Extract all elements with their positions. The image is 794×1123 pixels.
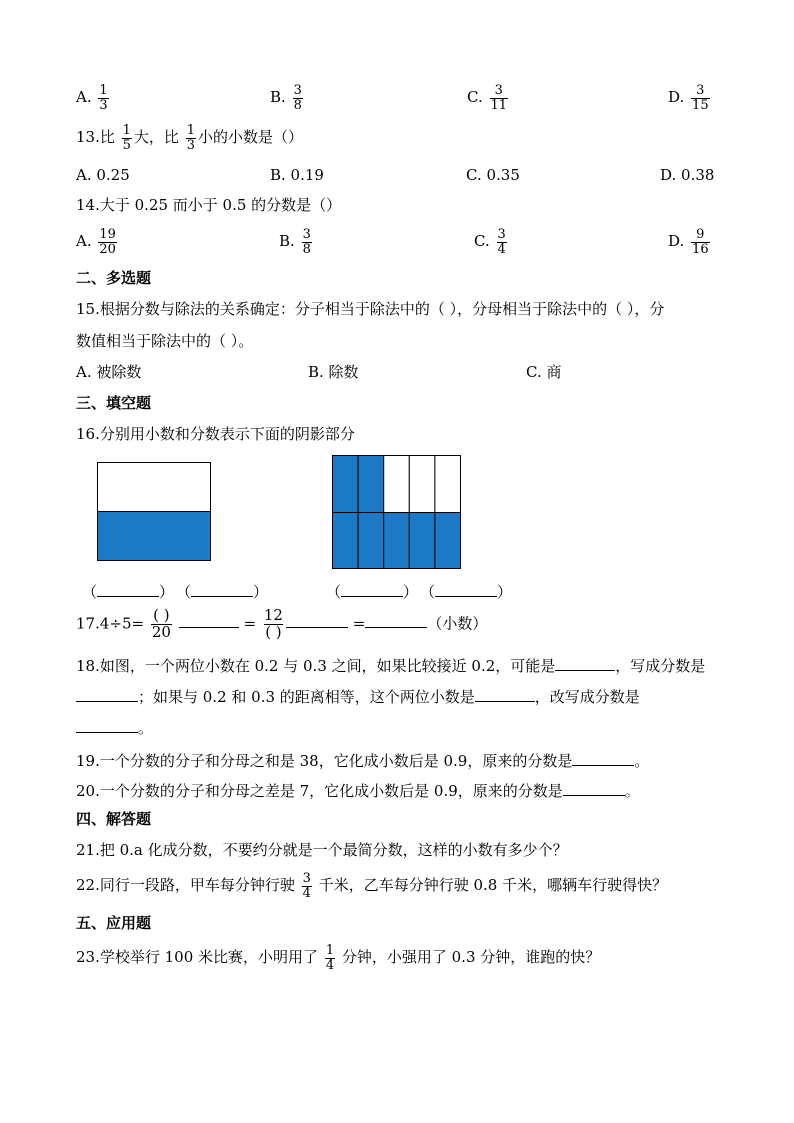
q23-question: 23.学校举行 100 米比赛，小明用了 $\frac{1}{4}$ 分钟，小强用了 0.3 分钟，谁跑的快？: [76, 943, 601, 973]
q13-option-c: C. 0.35: [466, 166, 520, 184]
answer-blank[interactable]: [475, 687, 535, 702]
q16-answer-1[interactable]: （ ）: [82, 583, 175, 601]
answer-blank[interactable]: [365, 613, 427, 628]
figure2-bottom-cell-1: [333, 513, 359, 569]
fraction: $\frac{3}{4}$: [497, 227, 506, 257]
q14-option-a: A. $\frac{19}{20}$: [76, 227, 116, 257]
q14-option-b: B. $\frac{3}{8}$: [279, 227, 311, 257]
figure2-bottom-cell-4: [409, 513, 435, 569]
q18-line1: 18.如图，一个两位小数在 0.2 与 0.3 之间，如果比较接近 0.2，可能是 ，写成分数是: [76, 657, 706, 675]
q13-question: 13.比 $\frac{1}{5}$ 大，比 $\frac{1}{3}$ 小的小数是（）: [76, 123, 304, 153]
figure2-top-cell-2: [358, 456, 384, 513]
q16-answer-4[interactable]: （ ）: [420, 583, 513, 601]
q14-option-c: C. $\frac{3}{4}$: [474, 227, 506, 257]
q22-question: 22.同行一段路，甲车每分钟行驶 $\frac{3}{4}$ 千米，乙车每分钟行驶 0.8 千米，哪辆车行驶得快？: [76, 871, 668, 901]
figure2-top-cell-4: [409, 456, 435, 513]
fraction: $\frac{1}{4}$: [325, 943, 335, 973]
figure2-top-cell-1: [333, 456, 359, 513]
option-letter: C.: [467, 88, 483, 107]
fraction: $\frac{( )}{20}$: [151, 606, 171, 641]
answer-blank[interactable]: [179, 613, 239, 628]
figure2-top-cell-3: [384, 456, 410, 513]
answer-blank[interactable]: [191, 582, 253, 597]
fraction: $\frac{12}{( )}$: [263, 606, 283, 641]
fraction: $\frac{1}{5}$: [122, 123, 131, 153]
answer-blank[interactable]: [555, 656, 615, 671]
answer-blank[interactable]: [341, 582, 403, 597]
fraction: $\frac{19}{20}$: [99, 227, 116, 257]
section-heading-3: 三、填空题: [76, 394, 152, 412]
section-heading-4: 四、解答题: [76, 810, 152, 828]
fraction: $\frac{3}{8}$: [293, 83, 302, 113]
section-heading-5: 五、应用题: [76, 914, 152, 932]
q17-question: 17.4÷5= $\frac{( )}{20}$ = $\frac{12}{( )}$ = （小数）: [76, 606, 488, 641]
fraction: $\frac{3}{8}$: [302, 227, 311, 257]
answer-blank[interactable]: [76, 718, 138, 733]
fraction: $\frac{3}{11}$: [490, 83, 508, 113]
figure1-unshaded-half: [98, 463, 211, 512]
q15-line1: 15.根据分数与除法的关系确定：分子相当于除法中的（ ），分母相当于除法中的（ ），分: [76, 300, 665, 318]
answer-blank[interactable]: [572, 751, 634, 766]
fraction: $\frac{1}{3}$: [186, 123, 195, 153]
q15-option-c: C. 商: [526, 363, 562, 381]
q16-answer-3[interactable]: （ ）: [326, 583, 419, 601]
option-letter: D.: [668, 88, 685, 107]
q13-option-b: B. 0.19: [270, 166, 324, 184]
q15-line2: 数值相当于除法中的（ ）。: [76, 332, 254, 350]
q15-option-b: B. 除数: [308, 363, 359, 381]
fraction: $\frac{9}{16}$: [692, 227, 709, 257]
q20-question: 20.一个分数的分子和分母之差是 7，它化成小数后是 0.9，原来的分数是 。: [76, 782, 640, 800]
figure1-shaded-half: [98, 512, 211, 561]
q15-option-a: A. 被除数: [76, 363, 142, 381]
q18-line3: 。: [76, 718, 153, 736]
option-letter: A.: [76, 88, 92, 107]
option-letter: B.: [270, 88, 286, 107]
figure2-bottom-cell-2: [358, 513, 384, 569]
figure2-bottom-cell-5: [435, 513, 461, 569]
q13-option-d: D. 0.38: [660, 166, 715, 184]
fraction: $\frac{3}{15}$: [692, 83, 709, 113]
q16-question: 16.分别用小数和分数表示下面的阴影部分: [76, 425, 355, 443]
q13-option-a: A. 0.25: [76, 166, 130, 184]
figure2-top-cell-5: [435, 456, 461, 513]
section-heading-2: 二、多选题: [76, 269, 152, 287]
answer-blank[interactable]: [286, 613, 348, 628]
q14-question: 14.大于 0.25 而小于 0.5 的分数是（）: [76, 196, 342, 214]
answer-blank[interactable]: [563, 781, 625, 796]
answer-blank[interactable]: [97, 582, 159, 597]
figure2-bottom-cell-3: [384, 513, 410, 569]
q14-option-d: D. $\frac{9}{16}$: [668, 227, 709, 257]
fraction: $\frac{1}{3}$: [99, 83, 108, 113]
fraction: $\frac{3}{4}$: [302, 871, 311, 901]
q16-answer-2[interactable]: （ ）: [176, 583, 269, 601]
answer-blank[interactable]: [435, 582, 497, 597]
q21-question: 21.把 0.a 化成分数，不要约分就是一个最简分数，这样的小数有多少个？: [76, 841, 568, 859]
q18-line2: ；如果与 0.2 和 0.3 的距离相等，这个两位小数是 ，改写成分数是: [76, 687, 640, 705]
answer-blank[interactable]: [76, 687, 138, 702]
q19-question: 19.一个分数的分子和分母之和是 38，它化成小数后是 0.9，原来的分数是 。: [76, 752, 650, 770]
